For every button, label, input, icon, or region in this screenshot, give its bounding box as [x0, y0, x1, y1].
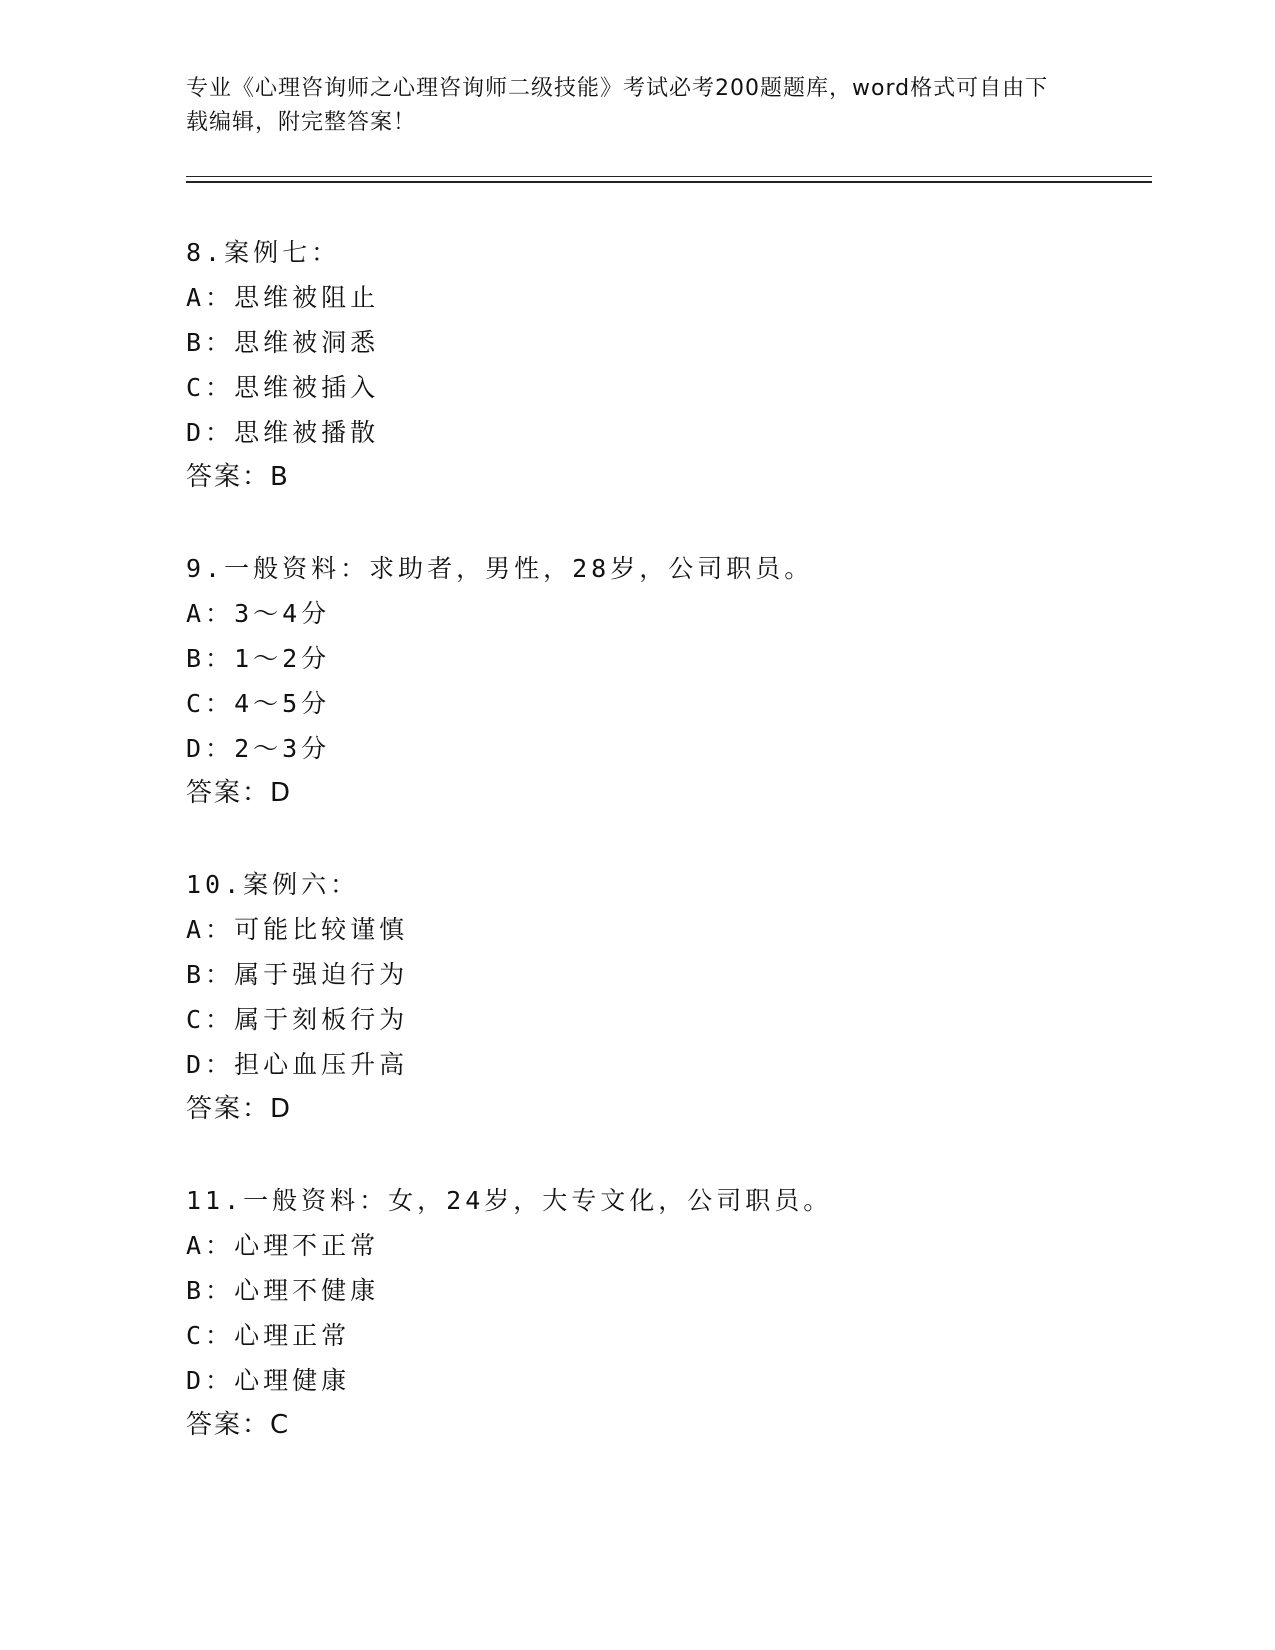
option-c: [186, 681, 1146, 726]
option-text: 思维被播散: [234, 418, 380, 447]
option-a: [186, 591, 1146, 636]
option-label: D：: [186, 1366, 235, 1395]
option-label: D：: [186, 418, 235, 447]
option-text: 属于刻板行为: [234, 1005, 409, 1034]
header-divider-top: [186, 176, 1152, 177]
option-label: C：: [186, 689, 235, 718]
option-text: 担心血压升高: [234, 1050, 409, 1079]
option-b: [186, 952, 1146, 997]
question-list: [186, 230, 1146, 1494]
header-divider-bottom: [186, 181, 1152, 183]
option-d: [186, 726, 1146, 771]
option-d: [186, 1042, 1146, 1087]
option-text: 心理正常: [234, 1321, 351, 1350]
question-stem: 9.一般资料：求助者，男性，28岁，公司职员。: [186, 554, 814, 583]
option-text: 思维被阻止: [234, 283, 380, 312]
option-a: [186, 907, 1146, 952]
option-label: D：: [186, 1050, 235, 1079]
option-label: B：: [186, 960, 235, 989]
option-text: 4～5分: [234, 689, 331, 718]
question-stem: 8.案例七：: [186, 238, 341, 267]
option-label: A：: [186, 283, 235, 312]
answer-line: 答案：D: [186, 778, 293, 808]
option-label: C：: [186, 1005, 235, 1034]
option-b: [186, 1268, 1146, 1313]
option-c: [186, 997, 1146, 1042]
option-label: A：: [186, 915, 235, 944]
question-9: [186, 546, 1146, 816]
answer-line: 答案：B: [186, 462, 290, 492]
option-b: [186, 320, 1146, 365]
option-text: 心理不健康: [234, 1276, 380, 1305]
question-11: [186, 1178, 1146, 1448]
option-text: 属于强迫行为: [234, 960, 409, 989]
option-b: [186, 636, 1146, 681]
option-label: C：: [186, 373, 235, 402]
option-d: [186, 410, 1146, 455]
option-d: [186, 1358, 1146, 1403]
document-header: 专业《心理咨询师之心理咨询师二级技能》考试必考200题题库，word格式可自由下载编辑，附完整答案！: [186, 76, 1049, 135]
option-text: 2～3分: [234, 734, 331, 763]
option-a: [186, 275, 1146, 320]
option-label: B：: [186, 328, 235, 357]
question-10: [186, 862, 1146, 1132]
option-label: A：: [186, 599, 235, 628]
option-text: 思维被洞悉: [234, 328, 380, 357]
answer-line: 答案：C: [186, 1410, 291, 1440]
answer-line: 答案：D: [186, 1094, 293, 1124]
option-label: B：: [186, 644, 235, 673]
option-c: [186, 365, 1146, 410]
option-label: B：: [186, 1276, 235, 1305]
option-text: 心理健康: [234, 1366, 351, 1395]
option-c: [186, 1313, 1146, 1358]
question-stem: 11.一般资料：女，24岁，大专文化，公司职员。: [186, 1186, 833, 1215]
option-text: 心理不正常: [234, 1231, 380, 1260]
question-stem: 10.案例六：: [186, 870, 360, 899]
option-text: 思维被插入: [234, 373, 380, 402]
option-text: 1～2分: [234, 644, 331, 673]
option-label: A：: [186, 1231, 235, 1260]
question-8: [186, 230, 1146, 500]
option-label: C：: [186, 1321, 235, 1350]
option-label: D：: [186, 734, 235, 763]
option-text: 可能比较谨慎: [234, 915, 409, 944]
option-text: 3～4分: [234, 599, 331, 628]
option-a: [186, 1223, 1146, 1268]
